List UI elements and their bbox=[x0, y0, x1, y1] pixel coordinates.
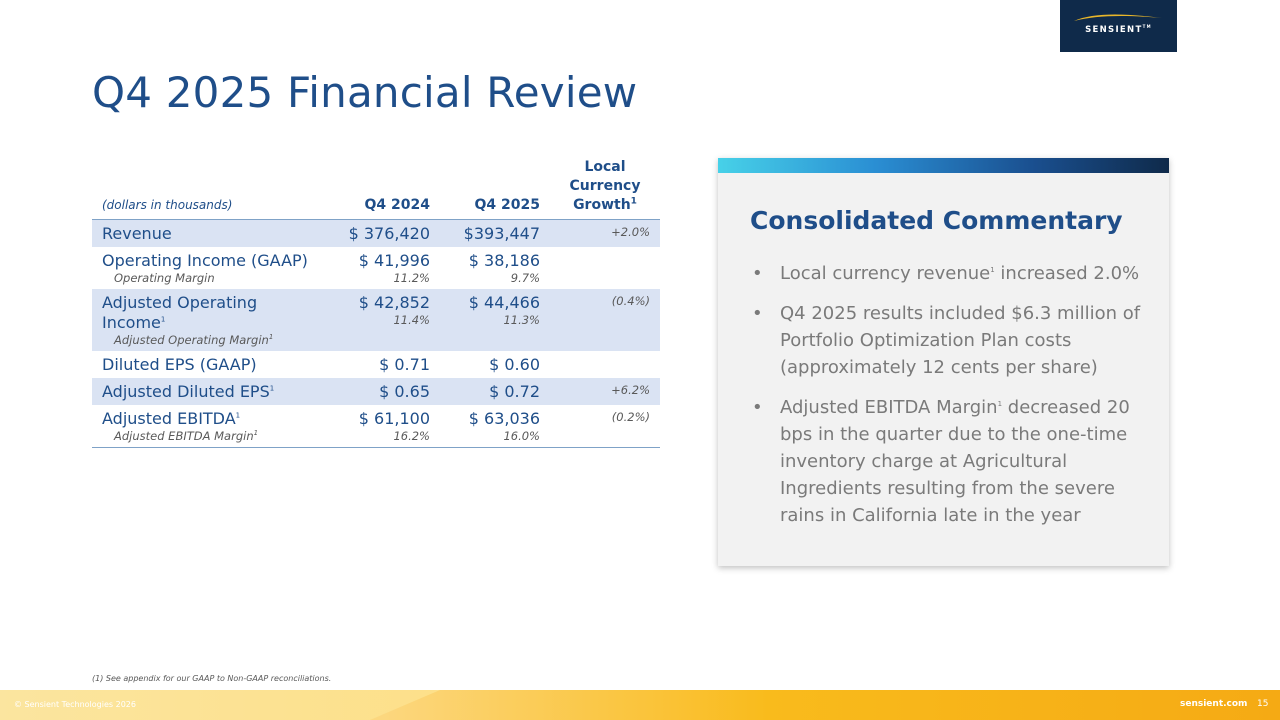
col-q4-2024-header: Q4 2024 bbox=[364, 197, 430, 213]
margin-q4-2025: 16.0% bbox=[503, 429, 540, 443]
row-label: Operating Income (GAAP) bbox=[102, 251, 308, 270]
value-q4-2024: $ 41,996 bbox=[358, 251, 430, 270]
row-sub-label: Adjusted EBITDA Margin$^1$ bbox=[114, 429, 259, 443]
table-row-adjusted-ebitda bbox=[92, 405, 660, 448]
value-q4-2025: $ 0.60 bbox=[489, 355, 540, 374]
value-q4-2024: $ 0.65 bbox=[379, 382, 430, 401]
value-growth: +6.2% bbox=[611, 383, 650, 397]
value-q4-2025: $ 44,466 bbox=[468, 293, 540, 312]
value-growth: +2.0% bbox=[611, 225, 650, 239]
commentary-panel bbox=[718, 158, 1169, 566]
value-growth: (0.4%) bbox=[611, 294, 650, 308]
page-number: 15 bbox=[1257, 699, 1269, 709]
margin-q4-2025: 9.7% bbox=[510, 271, 540, 285]
value-q4-2025: $393,447 bbox=[463, 224, 540, 243]
page-title: Q4 2025 Financial Review bbox=[92, 68, 638, 117]
col-q4-2025-header: Q4 2025 bbox=[474, 197, 540, 213]
value-q4-2024: $ 0.71 bbox=[379, 355, 430, 374]
table-row-adjusted-diluted-eps bbox=[92, 378, 660, 405]
value-q4-2024: $ 61,100 bbox=[358, 409, 430, 428]
table-row-diluted-eps bbox=[92, 351, 660, 378]
bullet-icon: • bbox=[752, 397, 763, 418]
list-item: • Q4 2025 results included $6.3 million of Portfolio Optimization Plan costs (approximately 12 cents per share) bbox=[750, 300, 1150, 381]
margin-q4-2024: 11.4% bbox=[393, 313, 430, 327]
col-local-currency-growth-header: Local Currency Growth$^1$ bbox=[569, 159, 641, 213]
margin-q4-2024: 11.2% bbox=[393, 271, 430, 285]
commentary-list bbox=[750, 260, 1150, 542]
table-row-adjusted-operating-income bbox=[92, 289, 660, 351]
sensient-logo bbox=[1060, 0, 1177, 52]
value-growth: (0.2%) bbox=[611, 410, 650, 424]
row-label: Adjusted EBITDA$^1$ bbox=[102, 409, 241, 428]
table-header-row bbox=[92, 158, 660, 220]
panel-gradient-bar bbox=[718, 158, 1169, 173]
value-q4-2024: $ 42,852 bbox=[358, 293, 430, 312]
website-link[interactable]: sensient.com bbox=[1180, 699, 1248, 709]
margin-q4-2025: 11.3% bbox=[503, 313, 540, 327]
list-item: • Local currency revenue$^1$ increased 2.0% bbox=[750, 260, 1150, 287]
row-label: Adjusted Diluted EPS$^1$ bbox=[102, 382, 275, 401]
value-q4-2025: $ 38,186 bbox=[468, 251, 540, 270]
row-sub-label: Adjusted Operating Margin$^1$ bbox=[114, 333, 274, 347]
table-row-revenue bbox=[92, 220, 660, 248]
row-label: Revenue bbox=[102, 224, 172, 243]
logo-swoosh-icon bbox=[1072, 12, 1164, 24]
bullet-icon: • bbox=[752, 303, 763, 324]
copyright-text: © Sensient Technologies 2026 bbox=[14, 700, 136, 709]
value-q4-2025: $ 63,036 bbox=[468, 409, 540, 428]
footer-bar bbox=[0, 690, 1280, 720]
footnote: (1) See appendix for our GAAP to Non-GAAP reconciliations. bbox=[92, 674, 332, 683]
value-q4-2025: $ 0.72 bbox=[489, 382, 540, 401]
commentary-title: Consolidated Commentary bbox=[750, 206, 1123, 235]
row-label: Adjusted Operating Income$^1$ bbox=[102, 293, 258, 332]
row-label: Diluted EPS (GAAP) bbox=[102, 355, 257, 374]
value-q4-2024: $ 376,420 bbox=[348, 224, 430, 243]
logo-wordmark: SENSIENT™ bbox=[1085, 24, 1152, 35]
units-label: (dollars in thousands) bbox=[102, 198, 233, 212]
margin-q4-2024: 16.2% bbox=[393, 429, 430, 443]
row-sub-label: Operating Margin bbox=[114, 271, 215, 285]
bullet-icon: • bbox=[752, 263, 763, 284]
financial-table bbox=[92, 158, 660, 448]
table-row-operating-income bbox=[92, 247, 660, 289]
list-item: • Adjusted EBITDA Margin$^1$ decreased 20 bps in the quarter due to the one-time inventory charge at Agricultural Ingredients resulting from the severe rains in California late in the year bbox=[750, 394, 1150, 529]
